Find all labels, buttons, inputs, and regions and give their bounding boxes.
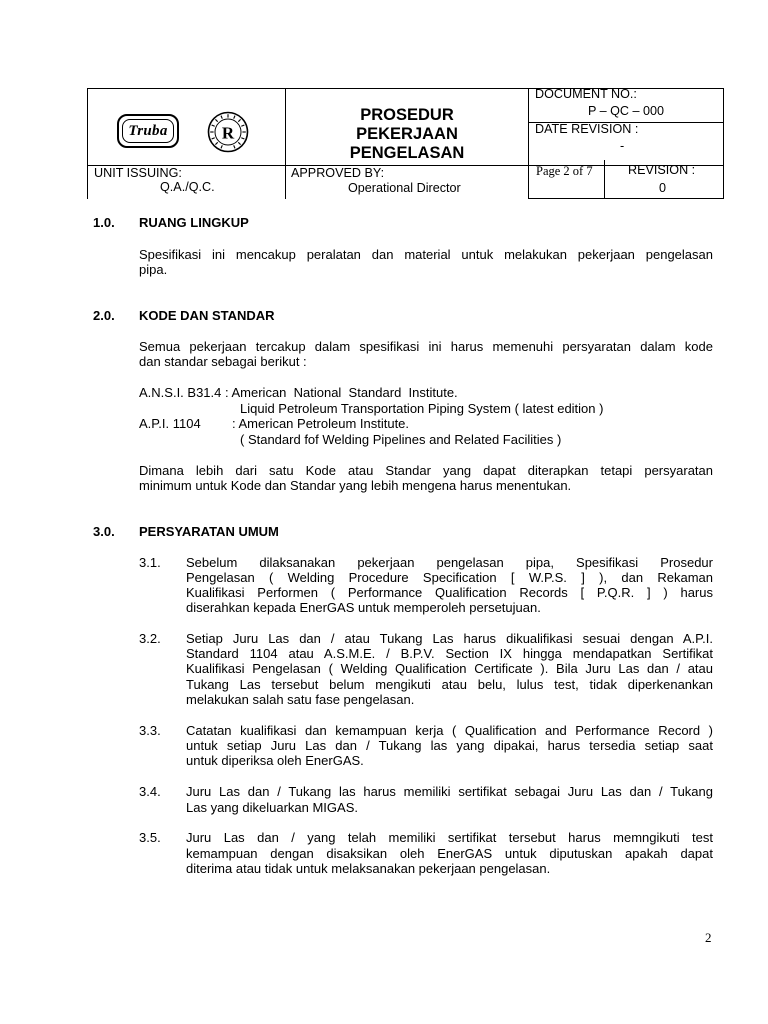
- document-no-value: P – QC – 000: [587, 104, 665, 118]
- item-line: Pengelasan ( Welding Procedure Specification [ W.P.S. ] ), dan Rekaman: [186, 570, 713, 585]
- item-number: 3.4.: [139, 784, 161, 799]
- item-line: Sebelum dilaksanakan pekerjaan pengelasan pipa, Spesifikasi Prosedur: [186, 555, 713, 570]
- unit-issuing-value: Q.A./Q.C.: [160, 180, 215, 194]
- header-divider-page: [604, 160, 605, 199]
- paragraph-line: pipa.: [139, 262, 168, 277]
- item-line: Las yang dikeluarkan MIGAS.: [186, 800, 358, 815]
- item-line: Juru Las dan / Tukang las harus memiliki sertifikat sebagai Juru Las dan / Tukang: [186, 784, 713, 799]
- paragraph-line: Semua pekerjaan tercakup dalam spesifikasi ini harus memenuhi persyaratan dalam kode: [139, 339, 713, 354]
- section-heading: RUANG LINGKUP: [139, 215, 249, 230]
- item-number: 3.5.: [139, 830, 161, 845]
- section-heading: KODE DAN STANDAR: [139, 308, 275, 323]
- standard-api-desc: ( Standard fof Welding Pipelines and Related Facilities ): [240, 432, 562, 447]
- item-line: untuk diperiksa oleh EnerGAS.: [186, 753, 364, 768]
- revision-value: 0: [659, 181, 667, 195]
- item-line: diterima atau tidak untuk melaksanakan pekerjaan pengelasan.: [186, 861, 551, 876]
- standard-ansi: A.N.S.I. B31.4 : American National Standard Institute.: [139, 385, 458, 400]
- item-line: Standard 1104 atau A.S.M.E. / B.P.V. Section IX hingga mendapatkan Sertifikat: [186, 646, 713, 661]
- item-number: 3.3.: [139, 723, 161, 738]
- item-line: Juru Las dan / yang telah memiliki sertifikat tersebut harus memngikuti test: [186, 830, 713, 845]
- header-divider-bottom-right: [528, 198, 724, 199]
- item-line: Kualifikasi Pengelasan ( Welding Qualification Certificate ). Bila Juru Las dan / atau: [186, 661, 713, 676]
- page-label: Page 2 of 7: [536, 164, 593, 178]
- item-line: diserahkan kepada EnerGAS untuk memperoleh persetujuan.: [186, 600, 541, 615]
- item-line: Tukang Las tersebut belum mengikuti atau belu, lulus test, tidak diperkenankan: [186, 677, 713, 692]
- quality-seal-logo: [207, 111, 249, 153]
- item-line: Kualifikasi Performen ( Performance Qualification Records [ P.Q.R. ] ) harus: [186, 585, 713, 600]
- revision-label: REVISION :: [628, 163, 696, 177]
- approved-by-value: Operational Director: [348, 181, 461, 195]
- item-line: untuk setiap Juru Las dan / Tukang las yang dipakai, harus tersedia setiap saat: [186, 738, 713, 753]
- item-line: Setiap Juru Las dan / atau Tukang Las harus dikualifikasi sesuai dengan A.P.I.: [186, 631, 713, 646]
- standard-api-code: A.P.I. 1104: [139, 416, 201, 431]
- item-number: 3.2.: [139, 631, 161, 646]
- title-line-2: PEKERJAAN: [356, 125, 458, 143]
- section-number: 2.0.: [93, 308, 115, 323]
- date-revision-label: DATE REVISION :: [535, 122, 639, 136]
- paragraph-line: Dimana lebih dari satu Kode atau Standar yang dapat diterapkan tetapi persyaratan: [139, 463, 713, 478]
- paragraph-line: dan standar sebagai berikut :: [139, 354, 307, 369]
- paragraph-line: Spesifikasi ini mencakup peralatan dan material untuk melakukan pekerjaan pengelasan: [139, 247, 713, 262]
- date-revision-value: -: [620, 139, 625, 153]
- title-line-3: PENGELASAN: [349, 144, 465, 162]
- seal-letter: R: [221, 123, 235, 143]
- document-no-label: DOCUMENT NO.:: [535, 87, 637, 101]
- item-line: Catatan kualifikasi dan kemampuan kerja ( Qualification and Performance Record ): [186, 723, 713, 738]
- unit-issuing-label: UNIT ISSUING:: [94, 166, 182, 180]
- section-number: 1.0.: [93, 215, 115, 230]
- standard-ansi-desc: Liquid Petroleum Transportation Piping System ( latest edition ): [240, 401, 604, 416]
- truba-logo-text: Truba: [122, 119, 174, 143]
- approved-by-label: APPROVED BY:: [291, 166, 385, 180]
- paragraph-line: minimum untuk Kode dan Standar yang lebih mengena harus menentukan.: [139, 478, 572, 493]
- truba-logo: [117, 114, 179, 148]
- item-line: melakukan salah satu fase pengelasan.: [186, 692, 415, 707]
- header-border-left: [87, 88, 88, 199]
- item-number: 3.1.: [139, 555, 161, 570]
- section-heading: PERSYARATAN UMUM: [139, 524, 279, 539]
- page-number: 2: [705, 930, 712, 945]
- item-line: kemampuan dengan disaksikan oleh EnerGAS untuk diputuskan apakah dapat: [186, 846, 713, 861]
- title-line-1: PROSEDUR: [360, 106, 454, 124]
- standard-api-name: : American Petroleum Institute.: [232, 416, 410, 431]
- section-number: 3.0.: [93, 524, 115, 539]
- document-title: [286, 106, 528, 163]
